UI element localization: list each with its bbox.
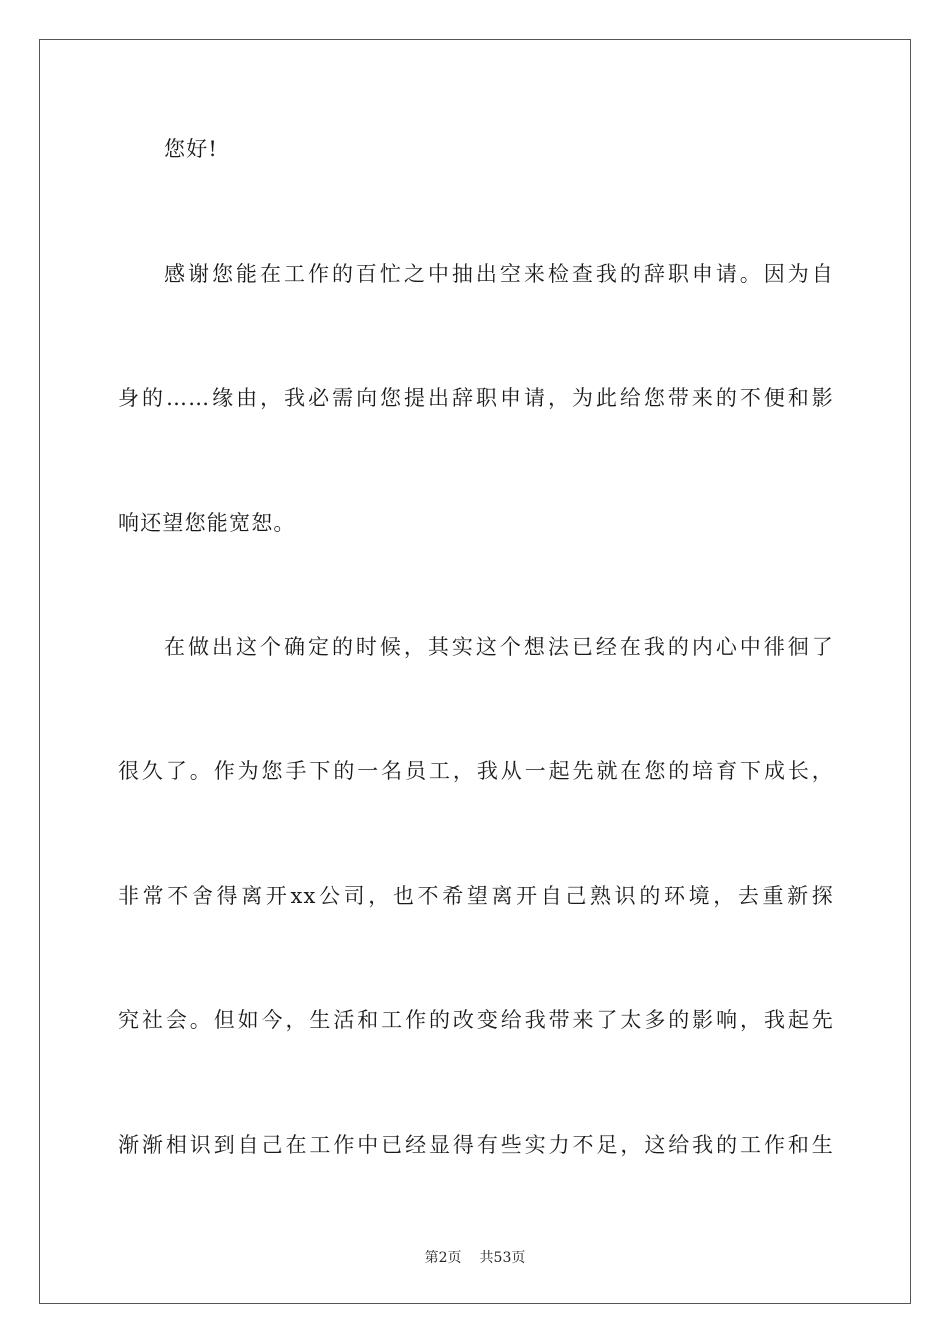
body-line: 身的……缘由，我必需向您提出辞职申请，为此给您带来的不便和影 xyxy=(118,386,834,410)
body-line: 究社会。但如今，生活和工作的改变给我带来了太多的影响，我起先 xyxy=(118,1008,834,1032)
page-frame xyxy=(39,39,911,1304)
body-line: 非常不舍得离开xx公司，也不希望离开自己熟识的环境，去重新探 xyxy=(118,884,834,908)
body-line: 渐渐相识到自己在工作中已经显得有些实力不足，这给我的工作和生 xyxy=(118,1133,834,1157)
body-line: 感谢您能在工作的百忙之中抽出空来检查我的辞职申请。因为自 xyxy=(164,262,834,286)
page-footer xyxy=(0,1247,950,1267)
page-total: 共53页 xyxy=(479,1250,526,1266)
page-number: 第2页 xyxy=(424,1250,462,1266)
greeting-line: 您好! xyxy=(164,137,219,161)
body-line: 响还望您能宽恕。 xyxy=(118,511,296,535)
body-line: 很久了。作为您手下的一名员工，我从一起先就在您的培育下成长， xyxy=(118,759,834,783)
body-line: 在做出这个确定的时候，其实这个想法已经在我的内心中徘徊了 xyxy=(164,635,834,659)
